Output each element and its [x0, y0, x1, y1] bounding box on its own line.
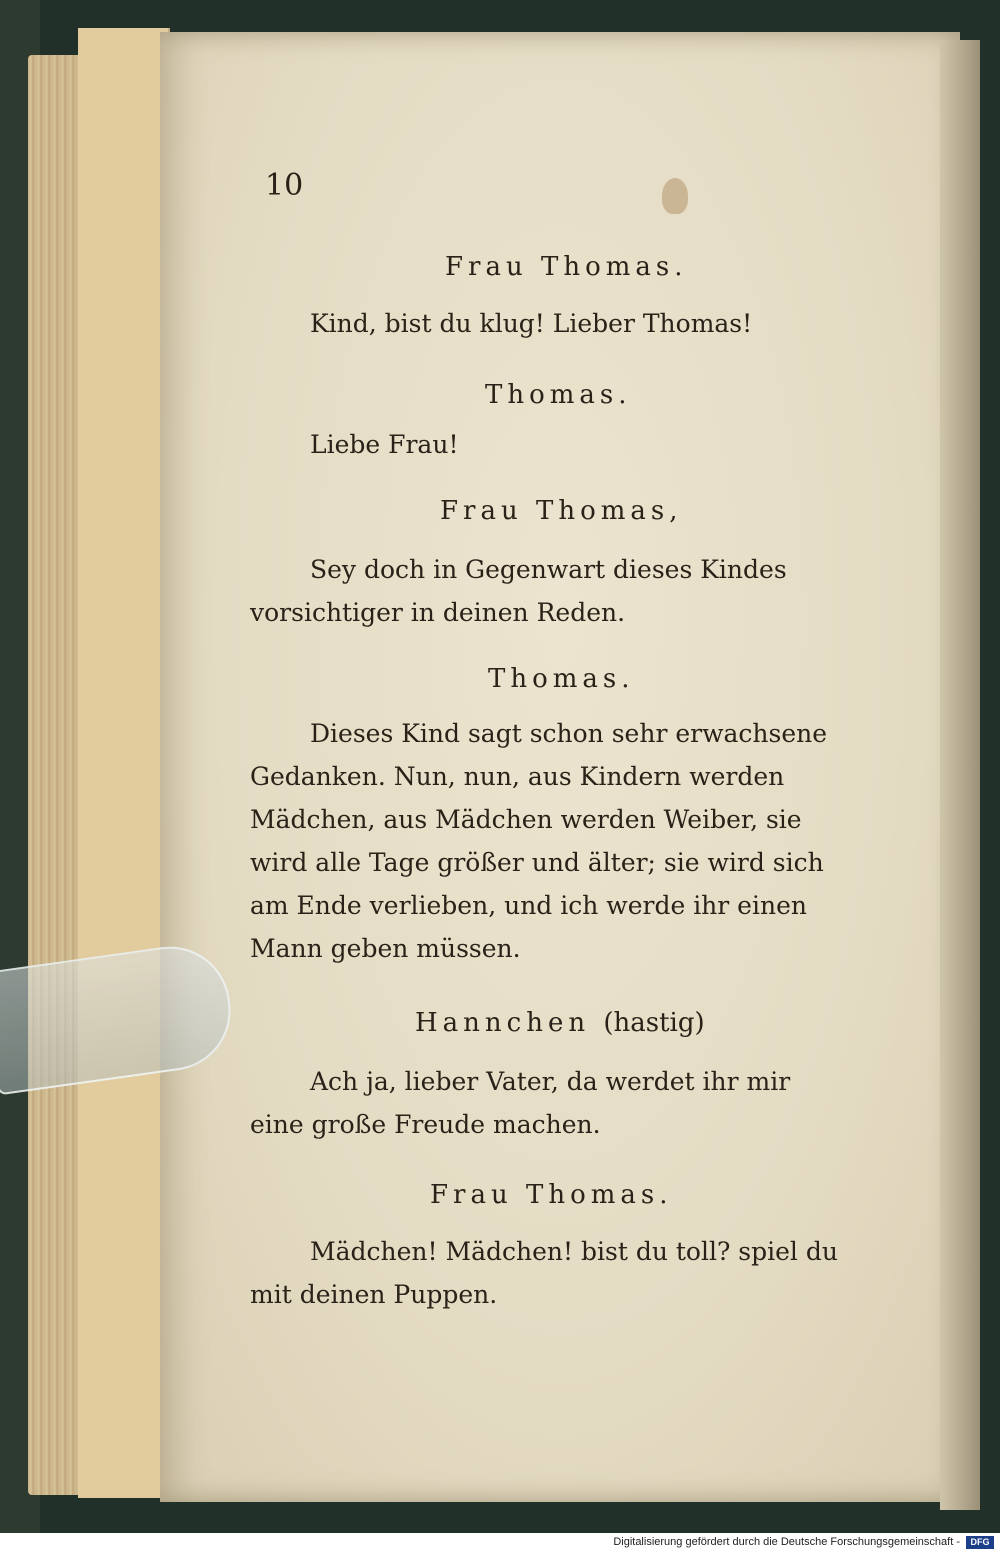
- dfg-logo: DFG: [966, 1536, 994, 1549]
- dialogue-line: Gedanken. Nun, nun, aus Kindern werden: [250, 762, 785, 791]
- dialogue-line: Mann geben müssen.: [250, 934, 521, 963]
- dialogue-line: am Ende verlieben, und ich werde ihr einen: [250, 891, 807, 920]
- page-block: [78, 28, 170, 1498]
- footer-bar: [0, 1533, 1000, 1553]
- dialogue-line: Sey doch in Gegenwart dieses Kindes: [310, 555, 787, 584]
- dialogue-line: mit deinen Puppen.: [250, 1280, 498, 1309]
- dialogue-line: Mädchen, aus Mädchen werden Weiber, sie: [250, 805, 802, 834]
- dialogue-text: [250, 1060, 860, 1146]
- dialogue-line: wird alle Tage größer und älter; sie wird sich: [250, 848, 824, 877]
- speaker-label: Frau Thomas,: [440, 496, 683, 526]
- page-stain: [662, 178, 688, 214]
- dialogue-line: Liebe Frau!: [310, 430, 459, 459]
- dialogue-line: vorsichtiger in deinen Reden.: [250, 598, 626, 627]
- dialogue-line: Dieses Kind sagt schon sehr erwachsene: [310, 719, 828, 748]
- speaker-label: [415, 1008, 705, 1038]
- dialogue-line: Mädchen! Mädchen! bist du toll? spiel du: [310, 1237, 838, 1266]
- dialogue-text: [250, 548, 860, 634]
- speaker-label: Frau Thomas.: [445, 252, 688, 282]
- dialogue-text: [250, 1230, 860, 1316]
- dialogue-line: Kind, bist du klug! Lieber Thomas!: [310, 309, 753, 338]
- speaker-label: Thomas.: [485, 380, 632, 410]
- dialogue-text: [250, 712, 860, 970]
- funding-notice: Digitalisierung gefördert durch die Deutsche Forschungsgemeinschaft -: [613, 1536, 960, 1548]
- page-number: 10: [265, 168, 304, 203]
- stage-direction: (hastig): [603, 1008, 705, 1038]
- dialogue-line: Ach ja, lieber Vater, da werdet ihr mir: [310, 1067, 791, 1096]
- speaker-name: Hannchen: [415, 1008, 591, 1038]
- speaker-label: Thomas.: [488, 664, 635, 694]
- facing-page-edge: [940, 40, 980, 1510]
- speaker-label: Frau Thomas.: [430, 1180, 673, 1210]
- dialogue-line: eine große Freude machen.: [250, 1110, 601, 1139]
